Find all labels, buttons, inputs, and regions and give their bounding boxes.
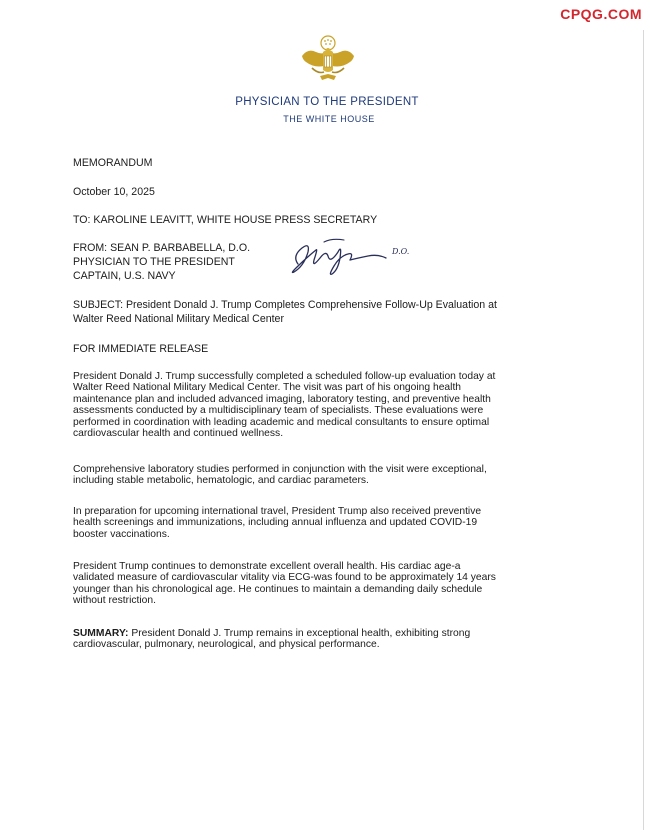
signature [288,236,418,280]
summary-label: SUMMARY: [73,628,129,639]
summary-text-cont: cardiovascular, pulmonary, neurological, and physical performance. [73,639,380,651]
paragraph-summary [73,628,573,651]
memo-subject-cont: Walter Reed National Military Medical Center [73,313,284,325]
memo-type: MEMORANDUM [73,157,153,169]
memo-subject: SUBJECT: President Donald J. Trump Completes Comprehensive Follow-Up Evaluation at [73,299,497,311]
memo-from: FROM: SEAN P. BARBABELLA, D.O. [73,242,251,254]
watermark: CPQG.COM [560,6,642,22]
memo-from-title: PHYSICIAN TO THE PRESIDENT [73,256,235,268]
letterhead-subtitle: THE WHITE HOUSE [283,114,375,124]
presidential-seal-icon [298,34,358,86]
svg-text:D.O.: D.O. [392,247,410,256]
release-line: FOR IMMEDIATE RELEASE [73,343,209,355]
memo-to: TO: KAROLINE LEAVITT, WHITE HOUSE PRESS SECRETARY [73,214,378,226]
paragraph-evaluation: President Donald J. Trump successfully completed a scheduled follow-up evaluation today at Walter Reed National Military Medical Center. The visit was part of his ongoing health maintenance plan and included advanced imaging, laboratory testing, and preventive health assessments conducted by a multidisciplinary team of specialists. These evaluations were performed in coordination with leading academic and medical consultants to ensure optimal cardiovascular health and continued wellness. [73,371,496,440]
summary-text: President Donald J. Trump remains in exceptional health, exhibiting strong [131,628,471,639]
page-edge [643,30,644,830]
letterhead [0,96,650,124]
memo-from-rank: CAPTAIN, U.S. NAVY [73,270,176,282]
memo-date: October 10, 2025 [73,186,155,198]
letterhead-title: PHYSICIAN TO THE PRESIDENT [235,96,419,108]
paragraph-cardiac: President Trump continues to demonstrate excellent overall health. His cardiac age-a validated measure of cardiovascular vitality via ECG-was found to be approximately 14 years younger than his chronological age. He continues to maintain a demanding daily schedule without restriction. [73,561,496,607]
paragraph-laboratory: Comprehensive laboratory studies performed in conjunction with the visit were exceptional, including stable metabolic, hematologic, and cardiac parameters. [73,464,487,487]
paragraph-travel: In preparation for upcoming international travel, President Trump also received preventive health screenings and immunizations, including annual influenza and updated COVID-19 booster vaccinations. [73,506,482,540]
